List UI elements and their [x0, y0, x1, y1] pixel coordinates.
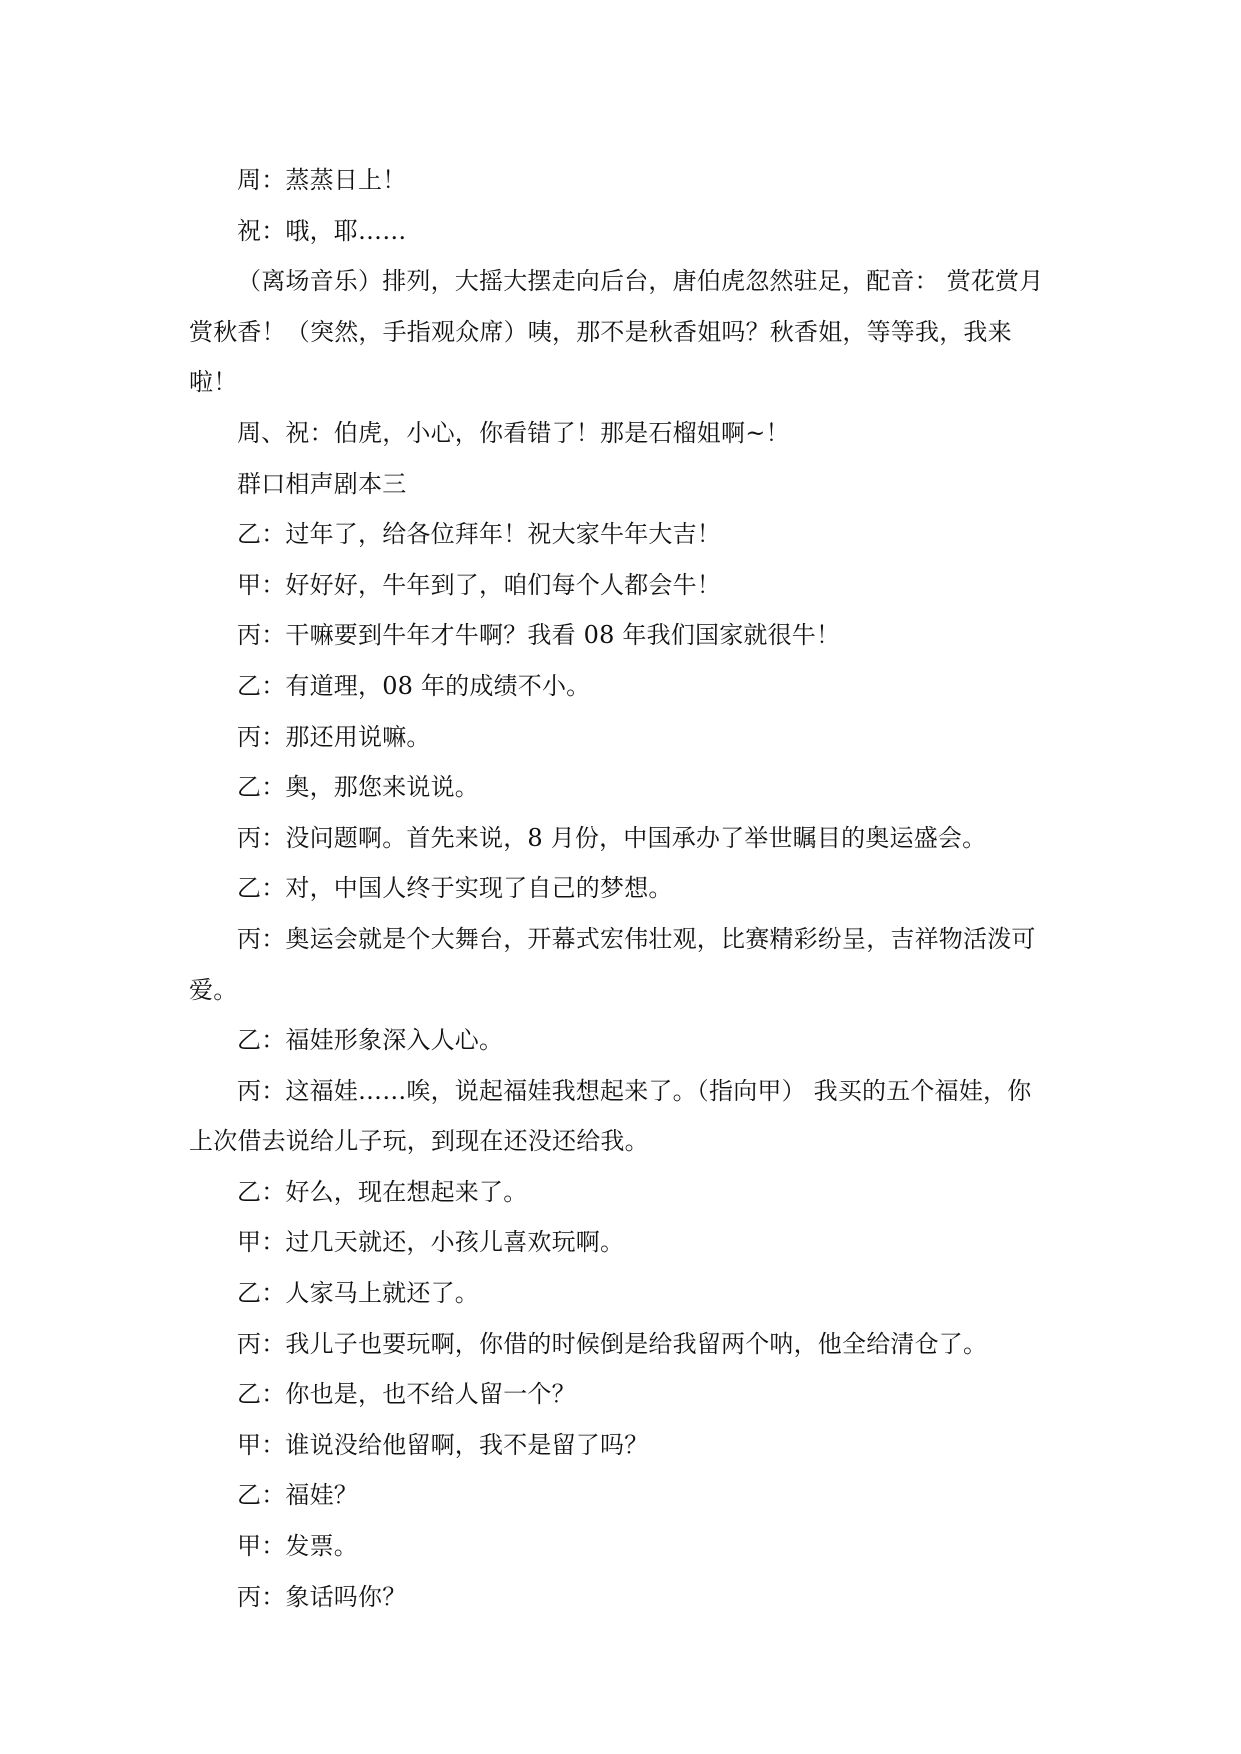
paragraph: 乙：好么，现在想起来了。 — [237, 1177, 528, 1206]
paragraph: 丙：奥运会就是个大舞台，开幕式宏伟壮观，比赛精彩纷呈，吉祥物活泼可爱。 — [189, 924, 1036, 1004]
paragraph: 丙：这福娃……唉，说起福娃我想起来了。（指向甲） 我买的五个福娃，你上次借去说给儿子玩，到现在还没还给我。 — [189, 1076, 1032, 1156]
paragraph: 甲：发票。 — [237, 1532, 358, 1561]
paragraph: 乙：有道理，08 年的成绩不小。 — [237, 671, 591, 700]
paragraph: 丙：干嘛要到牛年才牛啊？我看 08 年我们国家就很牛！ — [237, 621, 841, 650]
paragraph: 乙：你也是，也不给人留一个？ — [237, 1380, 576, 1409]
paragraph: 乙：福娃形象深入人心。 — [237, 1026, 504, 1055]
paragraph: （离场音乐）排列，大摇大摆走向后台，唐伯虎忽然驻足，配音： 赏花赏月赏秋香！（突然，手指观众席）咦，那不是秋香姐吗？秋香姐，等等我，我来啦！ — [189, 267, 1044, 397]
paragraph: 乙：对，中国人终于实现了自己的梦想。 — [237, 874, 673, 903]
paragraph: 甲：过几天就还，小孩儿喜欢玩啊。 — [237, 1228, 625, 1257]
paragraph: 丙：我儿子也要玩啊，你借的时候倒是给我留两个呐，他全给清仓了。 — [237, 1329, 988, 1358]
section-heading: 群口相声剧本三 — [237, 469, 407, 498]
paragraph: 周、祝：伯虎，小心，你看错了！那是石榴姐啊~！ — [237, 418, 790, 447]
paragraph: 甲：好好好，牛年到了，咱们每个人都会牛！ — [237, 570, 721, 599]
paragraph: 丙：那还用说嘛。 — [237, 722, 431, 751]
paragraph: 丙：象话吗你？ — [237, 1582, 407, 1611]
paragraph: 乙：过年了，给各位拜年！祝大家牛年大吉！ — [237, 520, 721, 549]
paragraph: 周：蒸蒸日上！ — [237, 166, 407, 194]
paragraph: 乙：奥，那您来说说。 — [237, 773, 479, 802]
paragraph: 乙：福娃？ — [237, 1481, 358, 1510]
paragraph: 乙：人家马上就还了。 — [237, 1279, 479, 1308]
paragraph: 祝：哦，耶…… — [237, 216, 407, 245]
paragraph: 甲：谁说没给他留啊，我不是留了吗？ — [237, 1430, 649, 1459]
paragraph: 丙：没问题啊。首先来说，8 月份，中国承办了举世瞩目的奥运盛会。 — [237, 823, 987, 852]
document-body — [189, 155, 1053, 1622]
